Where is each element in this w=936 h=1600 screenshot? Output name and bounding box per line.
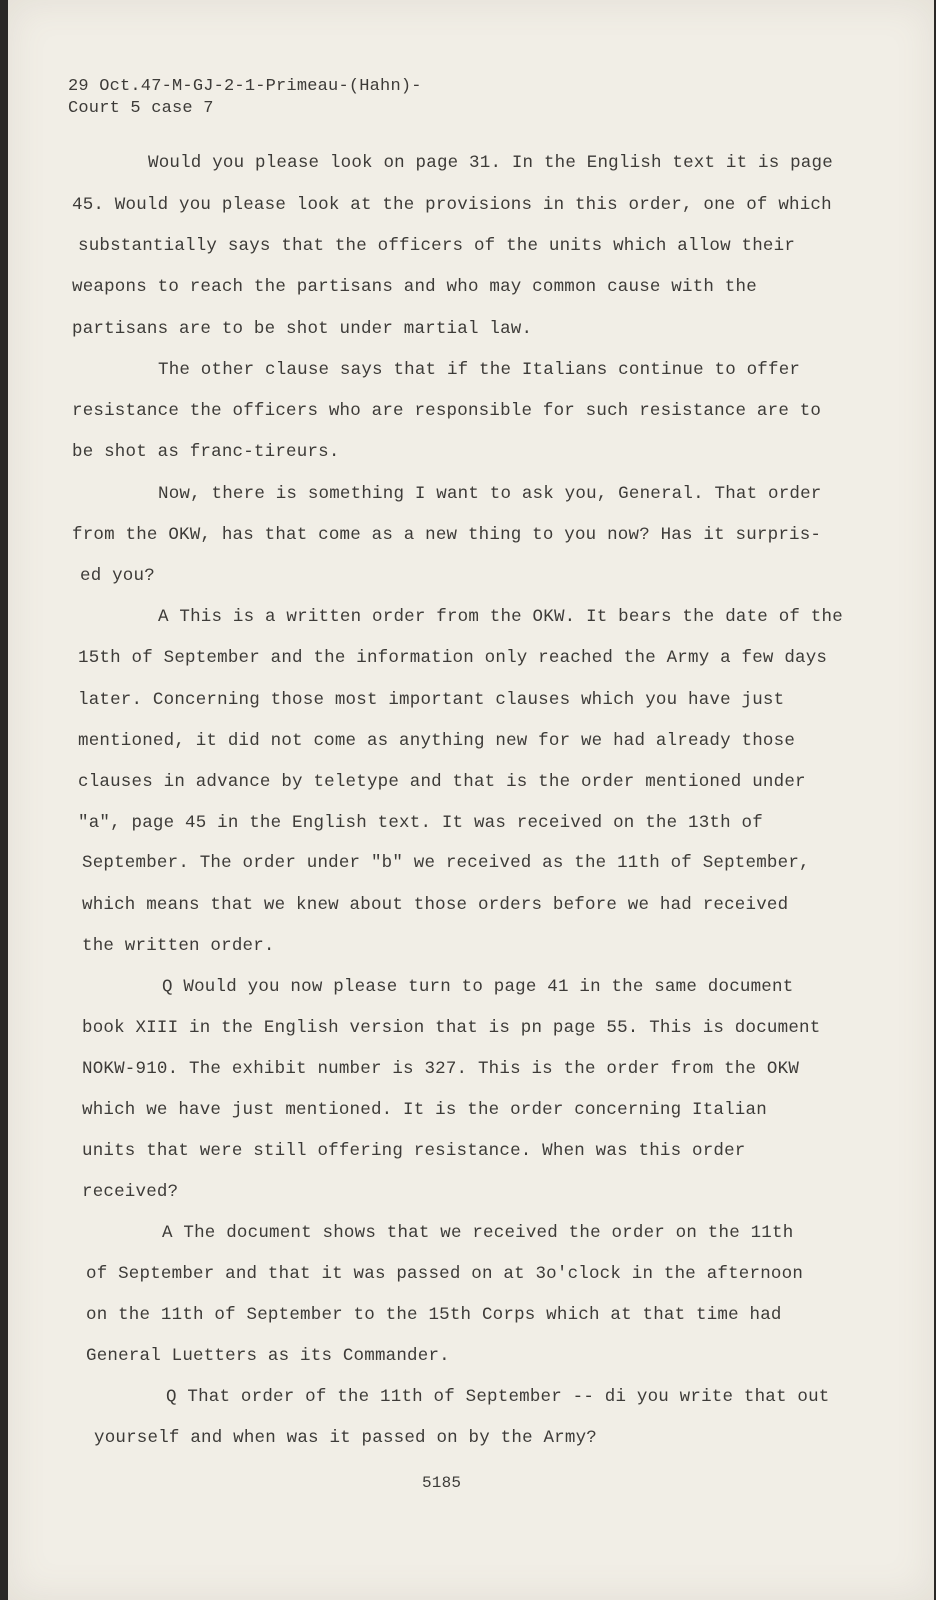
text-line: the written order. xyxy=(82,936,275,956)
text-line: which means that we knew about those orders before we had received xyxy=(82,895,789,915)
text-line: partisans are to be shot under martial law. xyxy=(72,319,533,339)
text-line: received? xyxy=(82,1182,179,1202)
page-number: 5185 xyxy=(422,1474,462,1492)
text-line: "a", page 45 in the English text. It was received on the 13th of xyxy=(78,813,763,833)
text-line: ed you? xyxy=(80,566,155,586)
text-line: from the OKW, has that come as a new thing to you now? Has it surpris- xyxy=(72,525,822,545)
question-line: Q That order of the 11th of September -- di you write that out xyxy=(166,1387,830,1407)
text-line: The other clause says that if the Italians continue to offer xyxy=(158,360,801,380)
text-line: resistance the officers who are responsible for such resistance are to xyxy=(72,401,822,421)
text-line: later. Concerning those most important clauses which you have just xyxy=(78,690,785,710)
text-line: Now, there is something I want to ask you, General. That order xyxy=(158,484,822,504)
text-line: Would you please look on page 31. In the English text it is page xyxy=(148,153,833,173)
document-page xyxy=(8,0,934,1600)
text-line: of September and that it was passed on at 3o'clock in the afternoon xyxy=(86,1264,804,1284)
text-line: September. The order under "b" we received as the 11th of September, xyxy=(82,853,810,873)
text-line: book XIII in the English version that is pn page 55. This is document xyxy=(82,1018,821,1038)
text-line: NOKW-910. The exhibit number is 327. This is the order from the OKW xyxy=(82,1059,800,1079)
text-line: units that were still offering resistance. When was this order xyxy=(82,1141,746,1161)
text-line: substantially says that the officers of the units which allow their xyxy=(78,236,796,256)
text-line: 15th of September and the information only reached the Army a few days xyxy=(78,648,828,668)
text-line: be shot as franc-tireurs. xyxy=(72,442,340,462)
text-line: mentioned, it did not come as anything new for we had already those xyxy=(78,731,796,751)
text-line: weapons to reach the partisans and who may common cause with the xyxy=(72,277,757,297)
text-line: which we have just mentioned. It is the order concerning Italian xyxy=(82,1100,767,1120)
answer-line: A This is a written order from the OKW. It bears the date of the xyxy=(158,607,843,627)
text-line: yourself and when was it passed on by the Army? xyxy=(94,1428,597,1448)
text-line: General Luetters as its Commander. xyxy=(86,1346,450,1366)
answer-line: A The document shows that we received the order on the 11th xyxy=(162,1223,794,1243)
header-court-case-line: Court 5 case 7 xyxy=(68,99,214,118)
text-line: 45. Would you please look at the provisions in this order, one of which xyxy=(72,195,832,215)
question-line: Q Would you now please turn to page 41 in the same document xyxy=(162,977,794,997)
text-line: on the 11th of September to the 15th Corps which at that time had xyxy=(86,1305,782,1325)
text-line: clauses in advance by teletype and that is the order mentioned under xyxy=(78,772,806,792)
header-reference-line: 29 Oct.47-M-GJ-2-1-Primeau-(Hahn)- xyxy=(68,77,422,96)
